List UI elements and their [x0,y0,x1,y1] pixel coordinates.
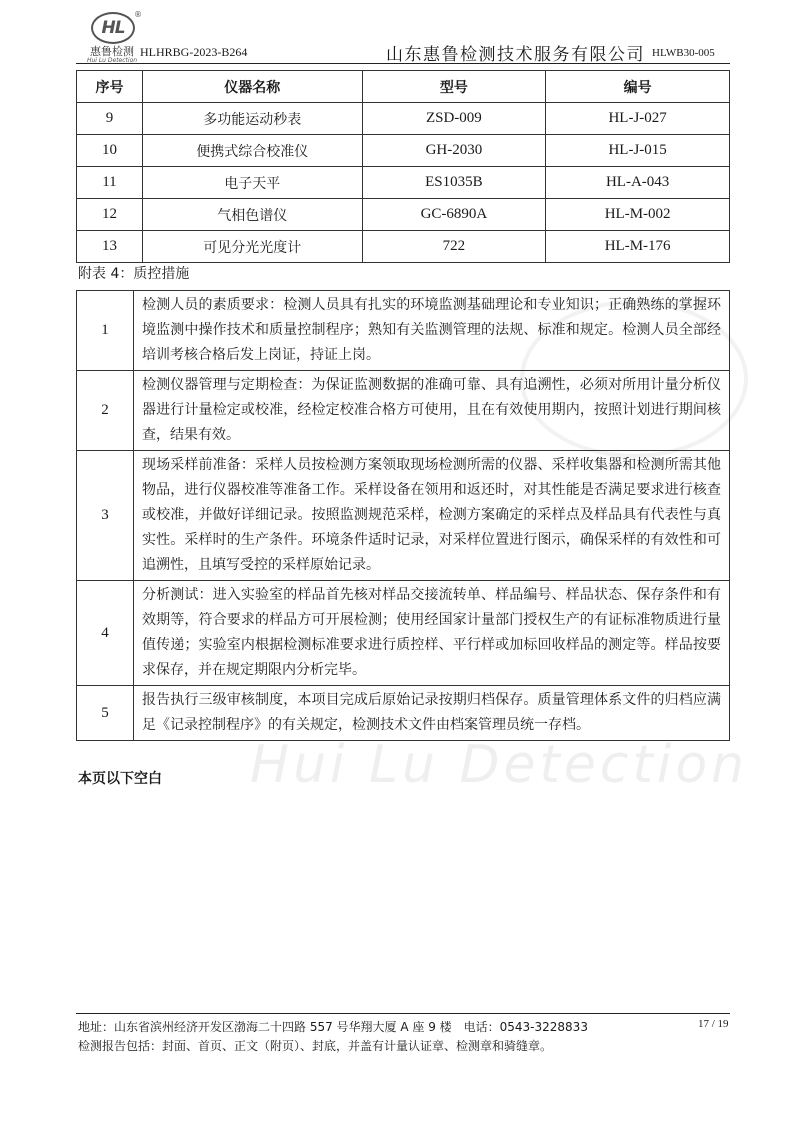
column-header-no: 序号 [77,71,143,103]
column-header-code: 编号 [546,71,730,103]
qc-item-no: 4 [77,581,134,686]
footer-address: 地址：山东省滨州经济开发区渤海二十四路 557 号华翔大厦 A 座 9 楼 电话：0543-3228833 [78,1020,588,1034]
row-code: HL-M-176 [546,231,730,263]
logo-mark: HL [91,12,135,44]
instrument-table [76,70,730,263]
column-header-name: 仪器名称 [142,71,362,103]
row-no: 12 [77,199,143,231]
table-row [77,167,730,199]
row-no: 11 [77,167,143,199]
row-name: 多功能运动秒表 [142,103,362,135]
blank-below-note: 本页以下空白 [78,771,162,787]
row-model: GC-6890A [362,199,546,231]
table-row [77,135,730,167]
logo-chinese-name: 惠鲁检测 [90,45,134,58]
row-name: 可见分光光度计 [142,231,362,263]
row-model: ES1035B [362,167,546,199]
row-no: 10 [77,135,143,167]
table-row [77,581,730,686]
form-number: HLWB30-005 [652,47,715,59]
row-no: 9 [77,103,143,135]
qc-item-no: 3 [77,451,134,581]
row-model: 722 [362,231,546,263]
qc-item-text: 分析测试：进入实验室的样品首先核对样品交接流转单、样品编号、样品状态、保存条件和有效期等，符合要求的样品方可开展检测；使用经国家计量部门授权生产的有证标准物质进行量值传递；实验室内根据检测标准要求进行质控样、平行样或加标回收样品的测定等。样品按要求保存，并在规定期限内分析完毕。 [134,581,730,686]
row-code: HL-J-027 [546,103,730,135]
row-code: HL-J-015 [546,135,730,167]
row-name: 便携式综合校准仪 [142,135,362,167]
header-divider [76,63,730,64]
table-row [77,371,730,451]
footer-report-contents: 检测报告包括：封面、首页、正文（附页）、封底，并盖有计量认证章、检测章和骑缝章。 [78,1039,553,1053]
page-number: 17 / 19 [698,1018,729,1030]
report-number: HLHRBG-2023-B264 [140,45,248,59]
table-row [77,686,730,741]
table-row [77,199,730,231]
company-name: 山东惠鲁检测技术服务有限公司 [386,45,645,65]
row-model: ZSD-009 [362,103,546,135]
table-row [77,451,730,581]
qc-measures-table [76,290,730,741]
row-no: 13 [77,231,143,263]
watermark-text: Hui Lu Detection [250,735,749,795]
qc-item-no: 1 [77,291,134,371]
table-row [77,291,730,371]
footer-divider [76,1013,730,1014]
appendix-title: 附表 4：质控措施 [78,266,190,282]
qc-item-text: 报告执行三级审核制度，本项目完成后原始记录按期归档保存。质量管理体系文件的归档应满足《记录控制程序》的有关规定，检测技术文件由档案管理员统一存档。 [134,686,730,741]
row-name: 气相色谱仪 [142,199,362,231]
company-logo [76,10,148,64]
qc-item-no: 5 [77,686,134,741]
table-header-row [77,71,730,103]
table-row [77,103,730,135]
row-code: HL-A-043 [546,167,730,199]
logo-english-name: Hui Lu Detection [86,57,138,64]
qc-item-text: 检测人员的素质要求：检测人员具有扎实的环境监测基础理论和专业知识；正确熟练的掌握环境监测中操作技术和质量控制程序；熟知有关监测管理的法规、标准和规定。检测人员全部经培训考核合格后发上岗证，持证上岗。 [134,291,730,371]
registered-mark: ® [134,10,142,19]
row-model: GH-2030 [362,135,546,167]
row-name: 电子天平 [142,167,362,199]
qc-item-text: 检测仪器管理与定期检查：为保证监测数据的准确可靠、具有追溯性，必须对所用计量分析仪器进行计量检定或校准，经检定校准合格方可使用，且在有效使用期内，按照计划进行期间核查，结果有效。 [134,371,730,451]
qc-item-no: 2 [77,371,134,451]
qc-item-text: 现场采样前准备：采样人员按检测方案领取现场检测所需的仪器、采样收集器和检测所需其他物品，进行仪器校准等准备工作。采样设备在领用和返还时，对其性能是否满足要求进行核查或校准，并做好详细记录。按照监测规范采样，检测方案确定的采样点及样品具有代表性与真实性。采样时的生产条件。环境条件适时记录，对采样位置进行图示，确保采样的有效性和可追溯性，且填写受控的采样原始记录。 [134,451,730,581]
row-code: HL-M-002 [546,199,730,231]
table-row [77,231,730,263]
column-header-model: 型号 [362,71,546,103]
